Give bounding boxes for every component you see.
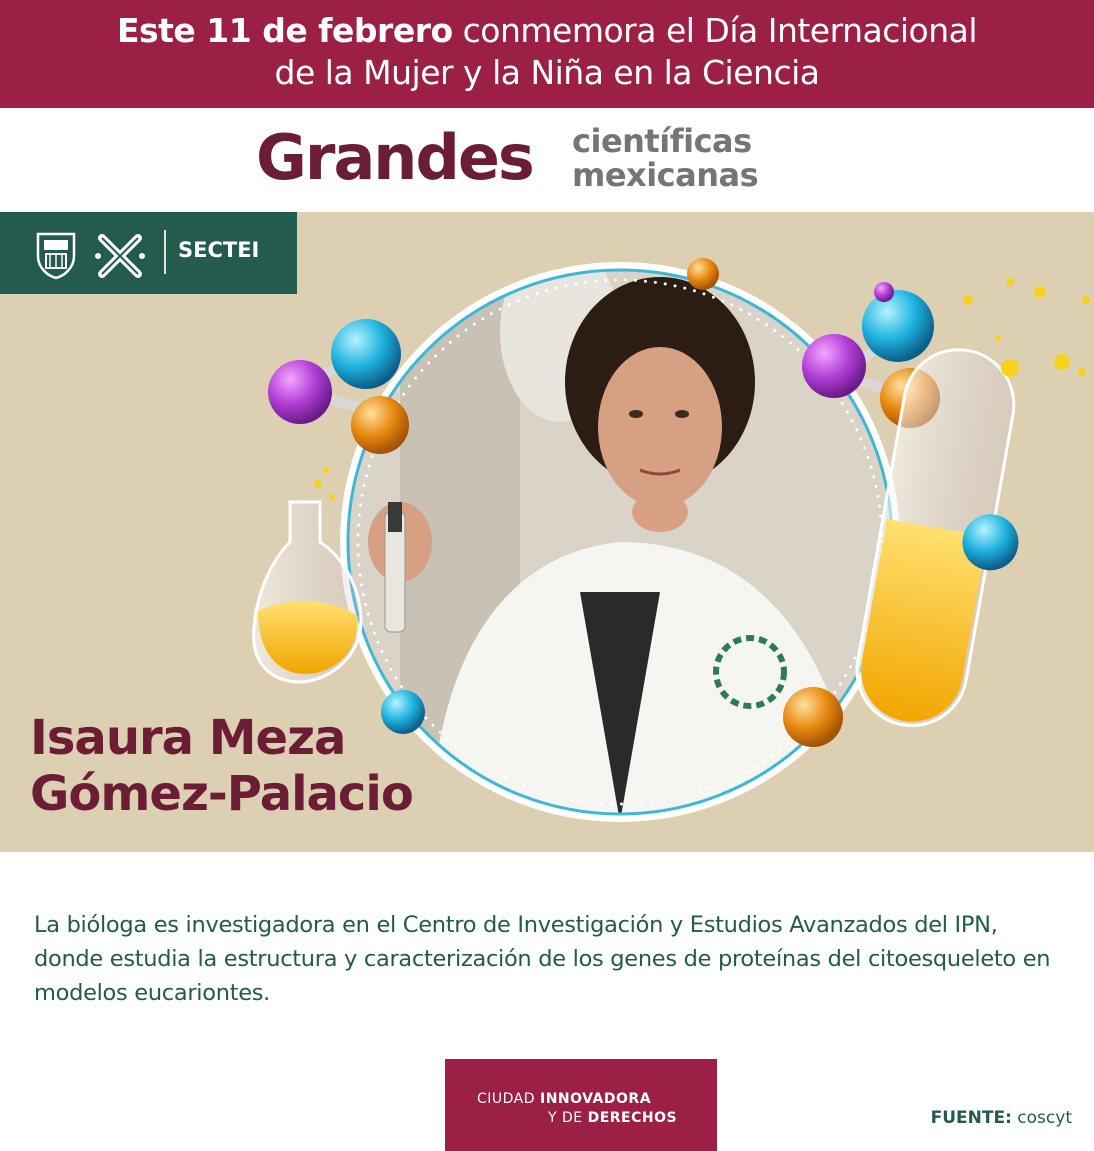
atom-orange-bottom-icon [783,687,843,747]
top-banner [0,0,1094,108]
banner-date: Este 11 de febrero [116,11,453,50]
city-badge [445,1059,717,1151]
scientist-description: La bióloga es investigadora en el Centro de Investigación y Estudios Avanzados del IPN, donde estudia la estructura y caracterización de los genes de proteínas del citoesqueleto en modelos eucariontes. [34,912,1051,1006]
test-tube-icon [848,341,1050,739]
city-badge-line-2-plain: Y DE [548,1110,588,1126]
headline [256,118,856,198]
city-badge-line-1-plain: CIUDAD [477,1091,540,1107]
source-credit [931,1108,1072,1128]
scientist-name-line-2: Gómez-Palacio [30,766,413,822]
source-label: FUENTE: [930,1108,1012,1128]
headline-small-2: mexicanas [572,156,759,194]
banner-line-2: de la Mujer y la Niña en la Ciencia [274,53,820,92]
city-badge-line-1 [477,1091,651,1107]
sectei-label: SECTEI [178,238,260,262]
city-badge-line-1-bold: INNOVADORA [540,1091,652,1107]
headline-big: Grandes [256,121,533,194]
city-badge-line-2 [548,1110,677,1126]
hero-panel [0,212,1094,852]
scientist-name-line-1: Isaura Meza [30,710,346,766]
city-badge-line-2-bold: DERECHOS [587,1110,678,1126]
atom-orange-top-icon [687,258,719,290]
banner-line-1-text: conmemora el Día Internacional [452,11,978,50]
scientist-name [30,710,413,822]
headline-small-1: científicas [572,122,752,160]
banner-line-1 [0,10,1094,52]
source-value: coscyt [1011,1108,1072,1128]
